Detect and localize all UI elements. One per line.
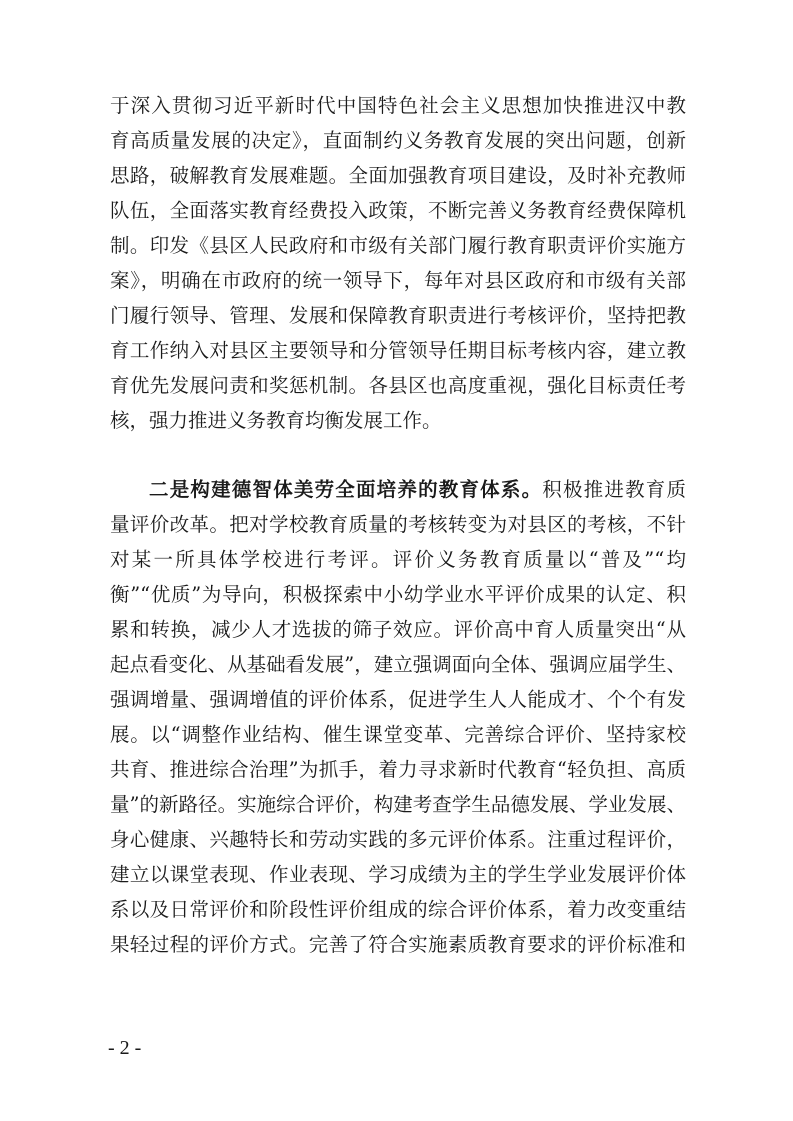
paragraph-first-line [110,472,686,507]
paragraph-line: 制。印发《县区人民政府和市级有关部门履行教育职责评价实施方 [110,234,686,257]
paragraph-line: 衡”“优质”为导向，积极探索中小幼学业水平评价成果的认定、积 [110,583,686,606]
paragraph-line: 共育、推进综合治理”为抓手，着力寻求新时代教育“轻负担、高质 [110,758,686,781]
paragraph-line: 展。以“调整作业结构、催生课堂变革、完善综合评价、坚持家校 [110,723,686,746]
paragraph-line: 队伍，全面落实教育经费投入政策，不断完善义务教育经费保障机 [110,199,686,222]
paragraph-line: 案》，明确在市政府的统一领导下，每年对县区政府和市级有关部 [110,269,686,292]
paragraph-line: 育工作纳入对县区主要领导和分管领导任期目标考核内容，建立教 [110,339,686,362]
paragraph-line: 门履行领导、管理、发展和保障教育职责进行考核评价，坚持把教 [110,304,686,327]
paragraph-line: 量”的新路径。实施综合评价，构建考查学生品德发展、学业发展、 [110,793,686,816]
paragraph-1 [110,88,686,438]
heading-continuation: 积极推进教育质 [542,478,686,501]
paragraph-line: 强调增量、强调增值的评价体系，促进学生人人能成才、个个有发 [110,688,686,711]
paragraph-line: 于深入贯彻习近平新时代中国特色社会主义思想加快推进汉中教 [110,94,686,117]
section-heading: 二是构建德智体美劳全面培养的教育体系。 [149,478,543,501]
paragraph-line: 量评价改革。把对学校教育质量的考核转变为对县区的考核，不针 [110,513,686,536]
paragraph-line: 育优先发展问责和奖惩机制。各县区也高度重视，强化目标责任考 [110,374,686,397]
paragraph-line: 育高质量发展的决定》，直面制约义务教育发展的突出问题，创新 [110,129,686,152]
paragraph-line: 起点看变化、从基础看发展”，建立强调面向全体、强调应届学生、 [110,653,686,676]
paragraph-line: 系以及日常评价和阶段性评价组成的综合评价体系，着力改变重结 [110,898,686,921]
paragraph-line: 核，强力推进义务教育均衡发展工作。 [110,409,442,432]
paragraph-line: 建立以课堂表现、作业表现、学习成绩为主的学生学业发展评价体 [110,863,686,886]
paragraph-line: 果轻过程的评价方式。完善了符合实施素质教育要求的评价标准和 [110,933,686,956]
paragraph-line: 思路，破解教育发展难题。全面加强教育项目建设，及时补充教师 [110,164,686,187]
page-number: - 2 - [108,1037,142,1059]
paragraph-line: 身心健康、兴趣特长和劳动实践的多元评价体系。注重过程评价， [110,828,686,851]
paragraph-line: 累和转换，减少人才选拔的筛子效应。评价高中育人质量突出“从 [110,618,686,641]
paragraph-line: 对某一所具体学校进行考评。评价义务教育质量以“普及”“均 [110,548,686,571]
paragraph-2 [110,472,686,962]
